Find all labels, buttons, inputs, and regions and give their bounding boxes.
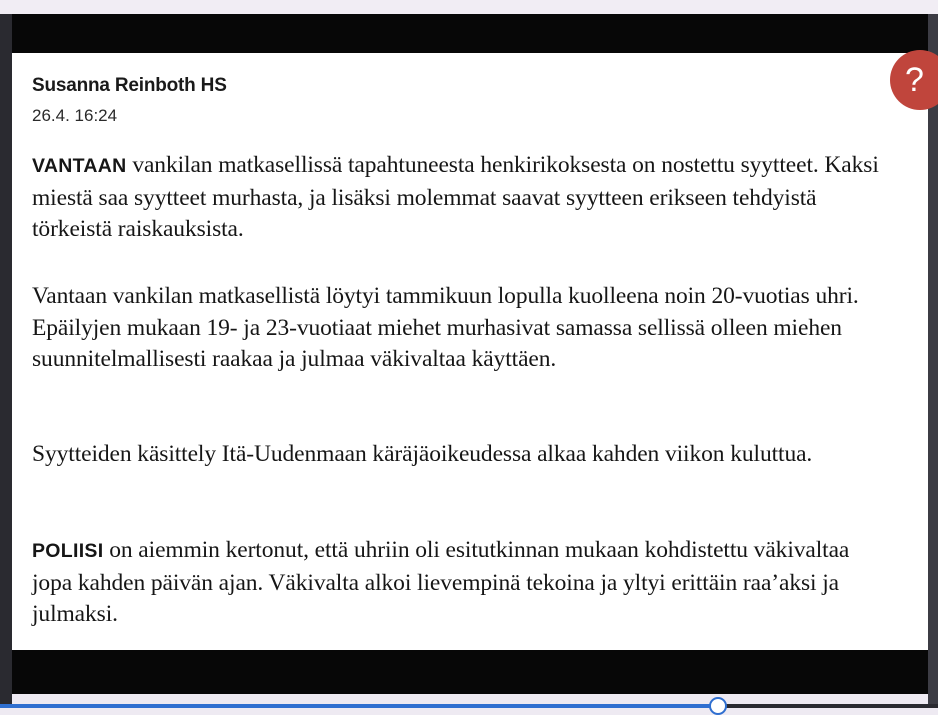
article-date: 26.4. 16:24 <box>32 106 118 125</box>
right-edge <box>928 14 938 708</box>
progress-fill <box>0 704 718 708</box>
paragraph-text: Syytteiden käsittely Itä-Uudenmaan käräjäoikeudessa alkaa kahden viikon kuluttua. <box>32 441 813 467</box>
left-edge <box>0 14 12 708</box>
article-paragraph-4 <box>32 535 892 631</box>
progress-thumb[interactable] <box>709 697 727 715</box>
paragraph-lead-word: POLIISI <box>32 540 104 562</box>
top-strip <box>0 0 938 14</box>
article-card <box>12 53 928 650</box>
paragraph-text: on aiemmin kertonut, että uhriin oli esitutkinnan mukaan kohdistettu väkivaltaa jopa kahden päivän ajan. Väkivalta alkoi lievempinä tekoina ja yltyi erittäin raa’aksi ja julmaksi. <box>32 537 850 627</box>
paragraph-text: vankilan matkasellissä tapahtuneesta henkirikoksesta on nostettu syytteet. Kaksi miestä saa syytteet murhasta, ja lisäksi molemmat saavat syytteen erikseen tehdyistä törkeistä raiskauksista. <box>32 152 879 242</box>
article-paragraph-3 <box>32 439 892 471</box>
article-paragraph-2 <box>32 281 892 376</box>
article-author: Susanna Reinboth HS <box>32 75 227 96</box>
article-paragraph-1 <box>32 150 892 246</box>
playback-progress-bar[interactable] <box>0 704 938 708</box>
paragraph-text: Vantaan vankilan matkasellistä löytyi tammikuun lopulla kuolleena noin 20-vuotias uhri. Epäilyjen mukaan 19- ja 23-vuotiaat miehet murhasivat samassa sellissä olleen miehen suunnitelmallisesti raakaa ja julmaa väkivaltaa käyttäen. <box>32 283 859 372</box>
question-icon: ? <box>905 60 924 99</box>
paragraph-lead-word: VANTAAN <box>32 155 127 177</box>
